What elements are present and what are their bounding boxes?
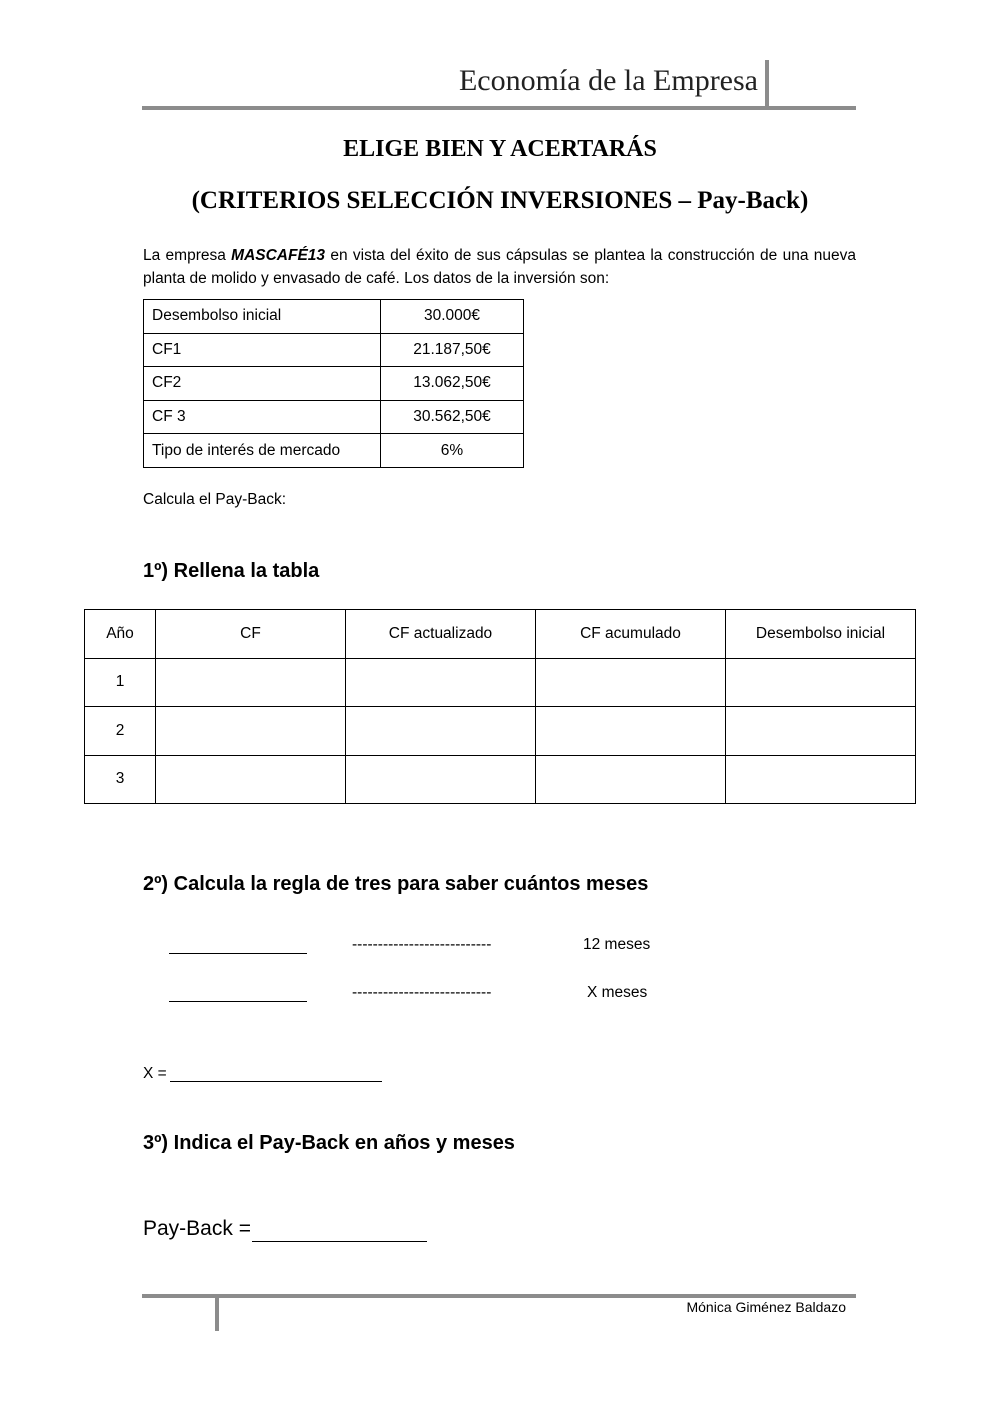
data-value: 6% [381,434,524,468]
fill-in-table [84,609,916,804]
header-vertical-bar [765,60,769,108]
months-label: 12 meses [583,936,651,953]
column-header: Desembolso inicial [726,610,916,659]
year-cell: 1 [85,658,156,707]
table-row [85,755,916,804]
blank-answer-line[interactable] [169,953,307,954]
column-header: CF [156,610,346,659]
months-label: X meses [587,984,648,1001]
blank-cell[interactable] [726,658,916,707]
header-divider [142,106,856,110]
year-cell: 2 [85,707,156,756]
footer-divider [142,1294,856,1298]
section-1-title: 1º) Rellena la tabla [143,560,320,582]
page-subtitle: (CRITERIOS SELECCIÓN INVERSIONES – Pay-Back) [191,187,809,214]
blank-cell[interactable] [156,707,346,756]
table-row [85,707,916,756]
table-row [85,658,916,707]
blank-cell[interactable] [726,707,916,756]
column-header: CF actualizado [346,610,536,659]
intro-text-end: en vista del éxito de sus cápsulas se plantea la construcción de una nueva planta de molido y envasado de café. Los datos de la inversión son: [143,247,856,287]
blank-cell[interactable] [726,755,916,804]
table-row [144,400,524,434]
section-3-title: 3º) Indica el Pay-Back en años y meses [143,1132,515,1154]
dashed-separator: --------------------------- [352,936,492,953]
footer-author: Mónica Giménez Baldazo [686,1299,846,1315]
blank-cell[interactable] [156,658,346,707]
year-cell: 3 [85,755,156,804]
footer-vertical-bar [215,1296,219,1331]
x-label: X = [143,1065,167,1082]
blank-cell[interactable] [156,755,346,804]
investment-data-table [143,299,524,468]
blank-answer-line[interactable] [252,1241,427,1242]
blank-cell[interactable] [346,755,536,804]
calc-instruction: Calcula el Pay-Back: [143,491,287,508]
data-label: Desembolso inicial [144,300,381,334]
table-row [144,367,524,401]
intro-text-start: La empresa [143,247,232,264]
page-title: ELIGE BIEN Y ACERTARÁS [343,136,657,162]
data-value: 21.187,50€ [381,333,524,367]
data-value: 30.000€ [381,300,524,334]
table-header-row [85,610,916,659]
column-header: Año [85,610,156,659]
data-label: CF2 [144,367,381,401]
payback-label: Pay-Back = [143,1217,251,1240]
section-2-title: 2º) Calcula la regla de tres para saber cuántos meses [143,873,649,895]
blank-answer-line[interactable] [169,1001,307,1002]
header-title: Economía de la Empresa [458,64,758,97]
blank-cell[interactable] [536,658,726,707]
data-label: Tipo de interés de mercado [144,434,381,468]
table-row [144,300,524,334]
table-row [144,333,524,367]
intro-paragraph [143,244,856,290]
blank-cell[interactable] [536,707,726,756]
blank-cell[interactable] [346,658,536,707]
blank-cell[interactable] [536,755,726,804]
data-value: 13.062,50€ [381,367,524,401]
company-name: MASCAFÉ13 [231,247,326,264]
column-header: CF acumulado [536,610,726,659]
dashed-separator: --------------------------- [352,984,492,1001]
blank-answer-line[interactable] [170,1081,382,1082]
table-row [144,434,524,468]
data-label: CF1 [144,333,381,367]
blank-cell[interactable] [346,707,536,756]
data-label: CF 3 [144,400,381,434]
data-value: 30.562,50€ [381,400,524,434]
